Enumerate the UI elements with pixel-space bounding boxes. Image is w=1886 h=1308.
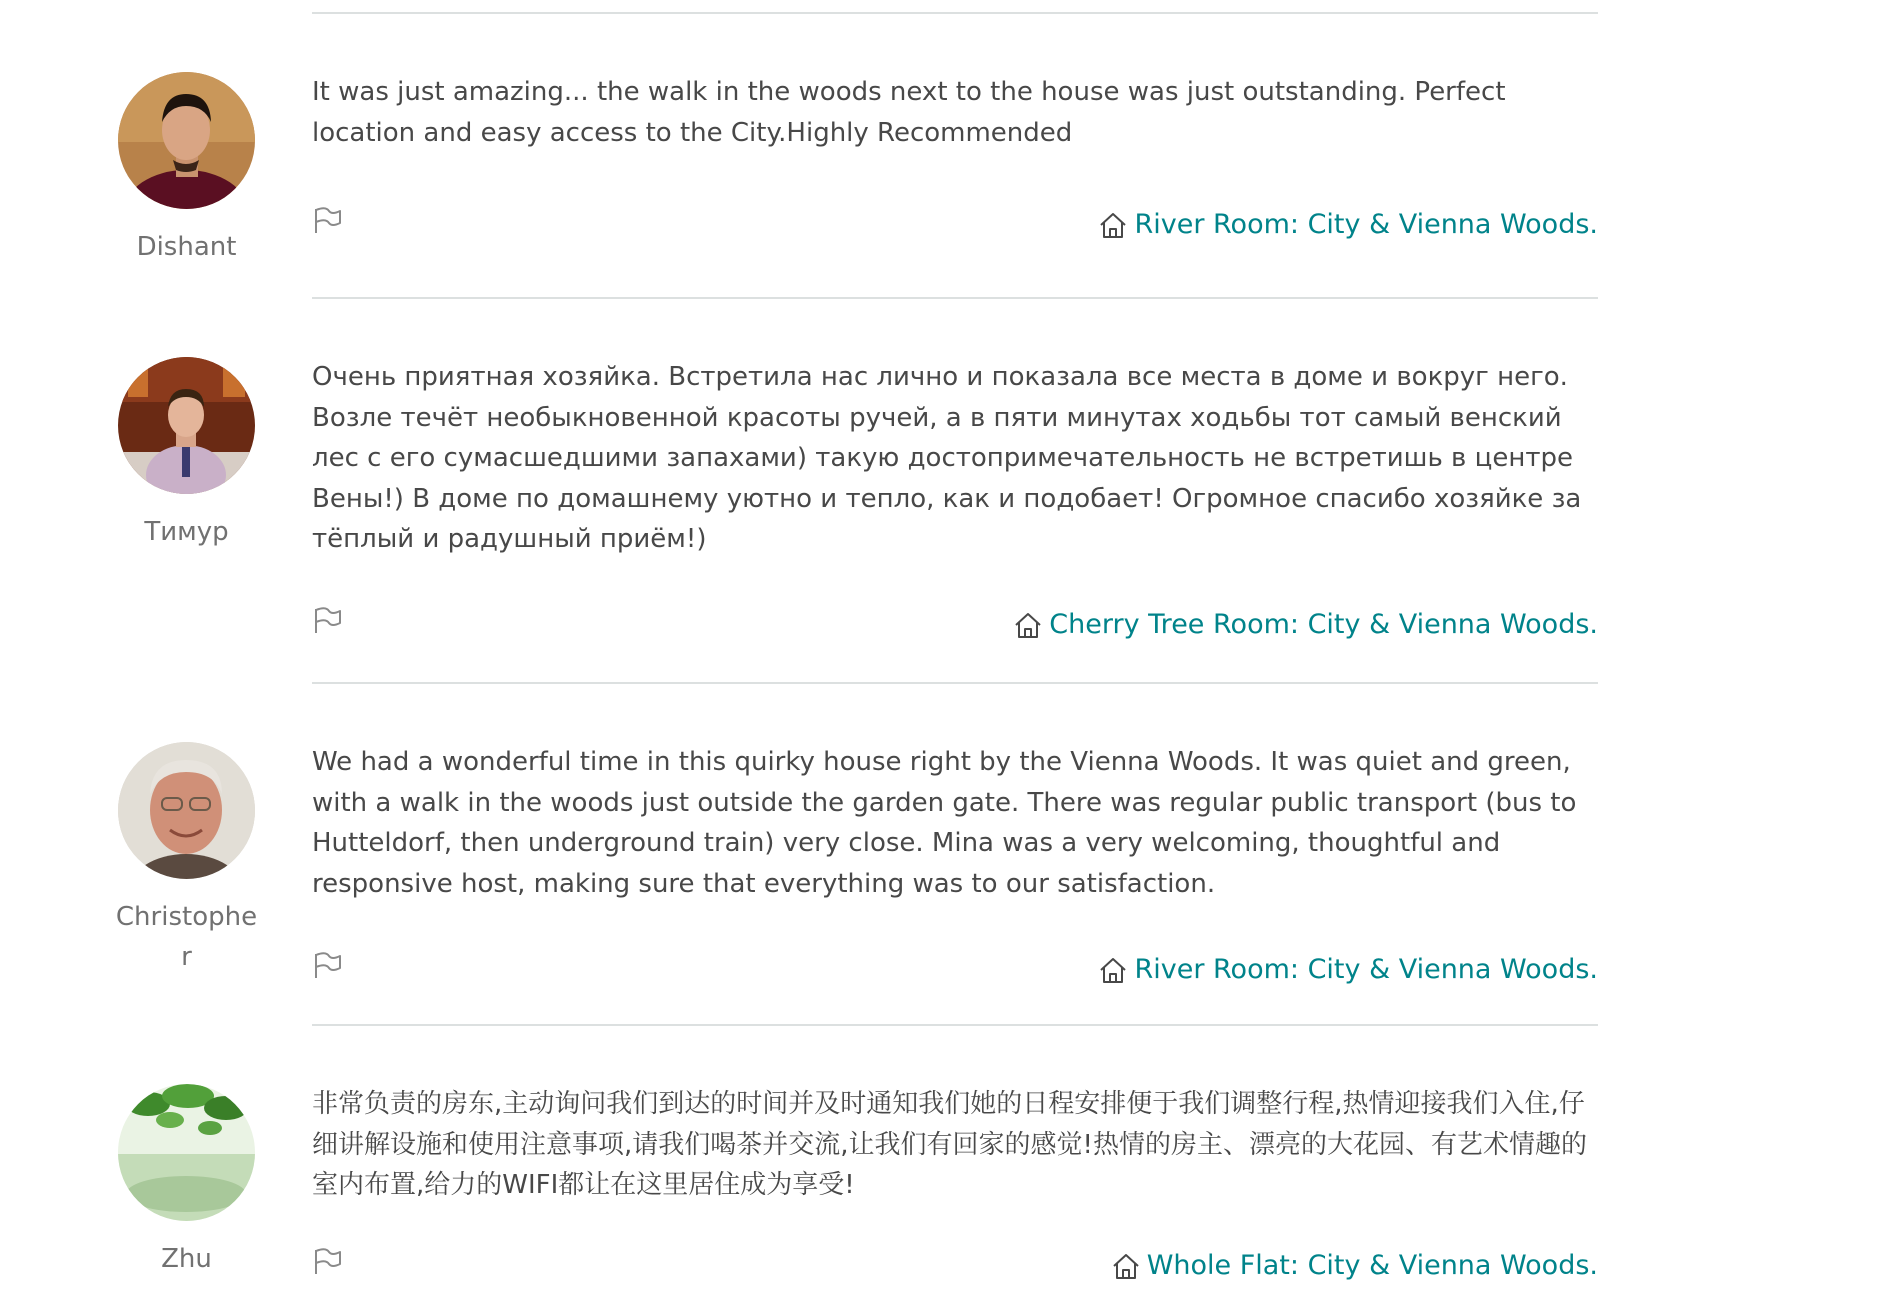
listing-link[interactable]: [1098, 207, 1598, 243]
avatar[interactable]: [118, 72, 255, 209]
listing-link-label: Whole Flat: City & Vienna Woods.: [1146, 1250, 1598, 1281]
listing-link[interactable]: [1098, 952, 1598, 988]
reviewer-name[interactable]: Zhu: [161, 1244, 212, 1274]
reviewer: [110, 1084, 263, 1279]
reviewer-name[interactable]: Тимур: [144, 517, 229, 547]
review-item: [0, 357, 1886, 677]
review-divider: [312, 297, 1598, 299]
listing-link[interactable]: [1111, 1248, 1598, 1284]
review-text: We had a wonderful time in this quirky house right by the Vienna Woods. It was quiet and green, with a walk in the woods just outside the garden gate. There was regular public transport (bus to Hutteldorf, then underground train) very close. Mina was a very welcoming, thoughtful and responsive host, making sure that everything was to our satisfaction.: [312, 747, 1577, 899]
review-text: Очень приятная хозяйка. Встретила нас лично и показала все места в доме и вокруг него. Возле течёт необыкновенной красоты ручей, а в пяти минутах ходьбы тот самый венский лес с его сумасшедшими запахами) такую достопримечательность не встретишь в центре Вены!) В доме по домашнему уютно и тепло, как и подобает! Огромное спасибо хозяйке за тёплый и радушный приём!): [312, 362, 1582, 554]
review-divider: [312, 682, 1598, 684]
listing-link-label: Cherry Tree Room: City & Vienna Woods.: [1049, 609, 1598, 640]
review-item: [0, 742, 1886, 1022]
reviewer-name[interactable]: Christopher: [115, 902, 258, 972]
house-icon: [1098, 955, 1128, 985]
house-icon: [1111, 1251, 1141, 1281]
review-item: [0, 1084, 1886, 1308]
listing-link-label: River Room: City & Vienna Woods.: [1134, 954, 1598, 985]
top-divider: [312, 12, 1598, 14]
listing-link[interactable]: [1013, 607, 1598, 643]
flag-icon[interactable]: [312, 1246, 342, 1276]
listing-link-label: River Room: City & Vienna Woods.: [1134, 209, 1598, 240]
review-divider: [312, 1024, 1598, 1026]
avatar[interactable]: [118, 742, 255, 879]
flag-icon[interactable]: [312, 205, 342, 235]
avatar[interactable]: [118, 357, 255, 494]
reviewer: [110, 357, 263, 552]
reviewer: [110, 742, 263, 977]
flag-icon[interactable]: [312, 605, 342, 635]
reviewer: [110, 72, 263, 267]
review-text: It was just amazing... the walk in the woods next to the house was just outstanding. Perfect location and easy access to the City.Highly Recommended: [312, 77, 1506, 148]
flag-icon[interactable]: [312, 950, 342, 980]
review-text: 非常负责的房东,主动询问我们到达的时间并及时通知我们她的日程安排便于我们调整行程,热情迎接我们入住,仔细讲解设施和使用注意事项,请我们喝茶并交流,让我们有回家的感觉!热情的房主、漂亮的大花园、有艺术情趣的室内布置,给力的WIFI都让在这里居住成为享受!: [312, 1089, 1587, 1200]
house-icon: [1013, 610, 1043, 640]
house-icon: [1098, 210, 1128, 240]
avatar[interactable]: [118, 1084, 255, 1221]
review-item: [0, 72, 1886, 297]
reviewer-name[interactable]: Dishant: [136, 232, 237, 262]
